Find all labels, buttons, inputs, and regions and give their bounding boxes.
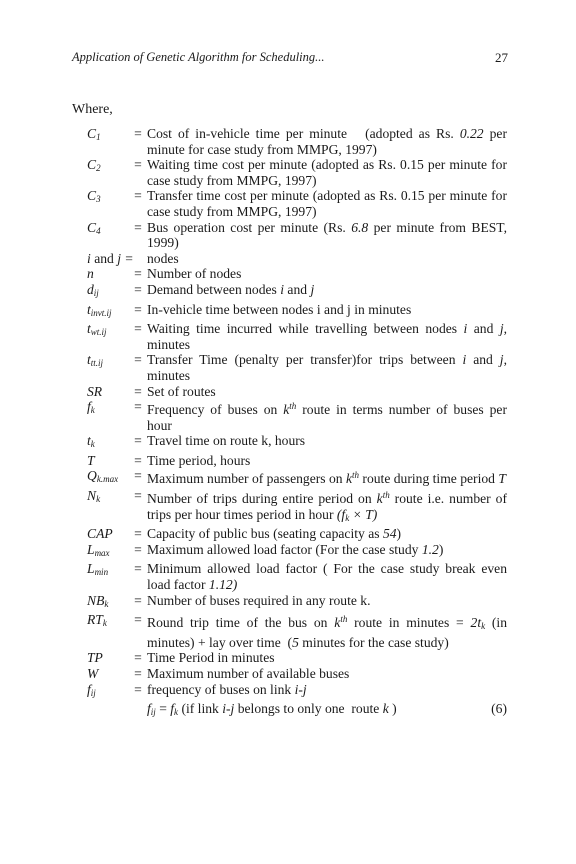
definition-sr xyxy=(87,384,507,400)
running-title: Application of Genetic Algorithm for Scheduling... xyxy=(72,50,325,64)
definition-symbol: i and j = xyxy=(87,250,134,266)
equals-sign: = xyxy=(134,399,142,415)
definition-text: Round trip time of the bus on $k^{th}$ route in minutes = $2t_k$ (in minutes) + lay over time (5 minutes for the case study) xyxy=(147,614,507,650)
definition-symbol: $f_{ij}$ xyxy=(87,681,96,698)
definition-symbol: T xyxy=(87,452,95,468)
equals-sign: = xyxy=(134,301,142,317)
definition-symbol: $NB_k$ xyxy=(87,592,109,609)
equals-sign: = xyxy=(134,526,142,542)
definition-text: Cost of in-vehicle time per minute (adopted as Rs. 0.22 per minute for case study from MMPG, 1997) xyxy=(147,126,507,157)
definition-symbol: $C_3$ xyxy=(87,188,101,205)
definition-symbol: $d_{ij}$ xyxy=(87,281,99,298)
definition-lmax xyxy=(87,542,507,562)
equals-sign: = xyxy=(134,561,142,577)
definition-text: Number of nodes xyxy=(147,266,242,282)
equals-sign: = xyxy=(134,452,142,468)
definition-nk xyxy=(87,488,507,526)
definition-text: Time period, hours xyxy=(147,452,251,468)
definition-symbol: $f_k$ xyxy=(87,399,95,416)
definition-text: Waiting time incurred while travelling between nodes i and j, minutes xyxy=(147,321,507,352)
definition-tp xyxy=(87,650,507,666)
equals-sign: = xyxy=(134,488,142,504)
definition-w xyxy=(87,666,507,682)
definition-text: Demand between nodes i and j xyxy=(147,281,315,297)
definition-qkmax xyxy=(87,468,507,488)
definition-text: Time Period in minutes xyxy=(147,650,275,666)
definition-symbol: $L_{max}$ xyxy=(87,541,110,558)
definition-text: Transfer Time (penalty per transfer)for trips between i and j, minutes xyxy=(147,352,507,383)
definition-symbol: CAP xyxy=(87,526,113,542)
equation-text: $f_{ij} = f_k$ (if link i-j belongs to only one route k ) xyxy=(147,701,397,718)
definition-text: Maximum allowed load factor (For the case study 1.2) xyxy=(147,541,444,557)
equals-sign: = xyxy=(134,468,142,484)
equals-sign: = xyxy=(134,592,142,608)
definition-fk xyxy=(87,399,507,433)
equals-sign: = xyxy=(134,281,142,297)
definition-i-and-j xyxy=(87,251,507,267)
definition-text: frequency of buses on link i-j xyxy=(147,681,307,697)
definition-ttt xyxy=(87,352,507,383)
equals-sign: = xyxy=(134,612,142,628)
definition-text: Number of trips during entire period on $k^{th}$ route i.e. number of trips per hour times period in hour $(f_k \times T)$ xyxy=(147,490,507,523)
definition-text: Minimum allowed load factor ( For the case study break even load factor 1.12) xyxy=(147,561,507,593)
equals-sign: = xyxy=(134,157,142,173)
definition-symbol: TP xyxy=(87,650,103,666)
equals-sign: = xyxy=(134,541,142,557)
definition-text: Bus operation cost per minute (Rs. 6.8 per minute from BEST, 1999) xyxy=(147,219,507,251)
definition-list xyxy=(87,126,507,721)
definition-rtk xyxy=(87,612,507,650)
definition-text: Frequency of buses on $k^{th}$ route in terms number of buses per hour xyxy=(147,401,507,433)
definition-lmin xyxy=(87,561,507,592)
definition-symbol: SR xyxy=(87,383,103,399)
definition-text: Transfer time cost per minute (adopted as Rs. 0.15 per minute for case study from MMPG, 1997) xyxy=(147,188,507,219)
definition-text: Capacity of public bus (seating capacity as 54) xyxy=(147,526,402,542)
definition-c2 xyxy=(87,157,507,188)
definition-symbol: $t_k$ xyxy=(87,433,95,450)
definition-symbol: $t_{tt.ij}$ xyxy=(87,352,104,369)
where-label: Where, xyxy=(72,102,113,117)
definition-text: nodes xyxy=(147,250,179,266)
equals-sign: = xyxy=(134,126,142,141)
definition-tk xyxy=(87,433,507,453)
running-head xyxy=(72,50,508,65)
definition-symbol: $Q_{k.max}$ xyxy=(87,468,119,485)
definition-fij xyxy=(87,682,507,702)
definition-cap xyxy=(87,526,507,542)
definition-symbol: W xyxy=(87,666,99,681)
definition-text: Set of routes xyxy=(147,383,216,399)
definition-symbol: $C_1$ xyxy=(87,126,101,142)
definition-dij xyxy=(87,282,507,302)
definition-text: Waiting time cost per minute (adopted as Rs. 0.15 per minute for case study from MMPG, 1997) xyxy=(147,157,507,188)
definition-tinvt xyxy=(87,302,507,322)
equals-sign: = xyxy=(134,383,142,399)
definition-text: Travel time on route k, hours xyxy=(147,433,306,449)
definition-symbol: $N_k$ xyxy=(87,488,101,505)
definition-symbol: $L_{min}$ xyxy=(87,561,109,578)
definition-symbol: $t_{invt.ij}$ xyxy=(87,301,112,318)
definition-symbol: $C_2$ xyxy=(87,157,101,174)
definition-c3 xyxy=(87,188,507,219)
equals-sign: = xyxy=(134,650,142,666)
definition-text: Maximum number of passengers on $k^{th}$ route during time period T xyxy=(147,470,506,487)
equation-number: (6) xyxy=(491,701,507,717)
equation-6 xyxy=(87,701,507,721)
equals-sign: = xyxy=(134,188,142,204)
definition-c4 xyxy=(87,220,507,251)
equals-sign: = xyxy=(134,666,142,681)
definition-text: In-vehicle time between nodes i and j in minutes xyxy=(147,301,412,317)
definition-text: Maximum number of available buses xyxy=(147,666,350,681)
definition-c1 xyxy=(87,126,507,157)
definition-symbol: n xyxy=(87,266,94,282)
equals-sign: = xyxy=(134,681,142,697)
definition-t xyxy=(87,453,507,469)
equals-sign: = xyxy=(134,352,142,368)
definition-n xyxy=(87,266,507,282)
page-number: 27 xyxy=(495,50,508,65)
definition-text: Number of buses required in any route k. xyxy=(147,592,371,608)
equals-sign: = xyxy=(134,266,142,282)
definition-symbol: $t_{wt.ij}$ xyxy=(87,321,107,338)
equals-sign: = xyxy=(134,219,142,235)
equals-sign: = xyxy=(134,321,142,337)
definition-symbol: $RT_k$ xyxy=(87,612,107,629)
definition-symbol: $C_4$ xyxy=(87,219,101,236)
definition-twt xyxy=(87,321,507,352)
equals-sign: = xyxy=(134,433,142,449)
definition-nbk xyxy=(87,593,507,613)
